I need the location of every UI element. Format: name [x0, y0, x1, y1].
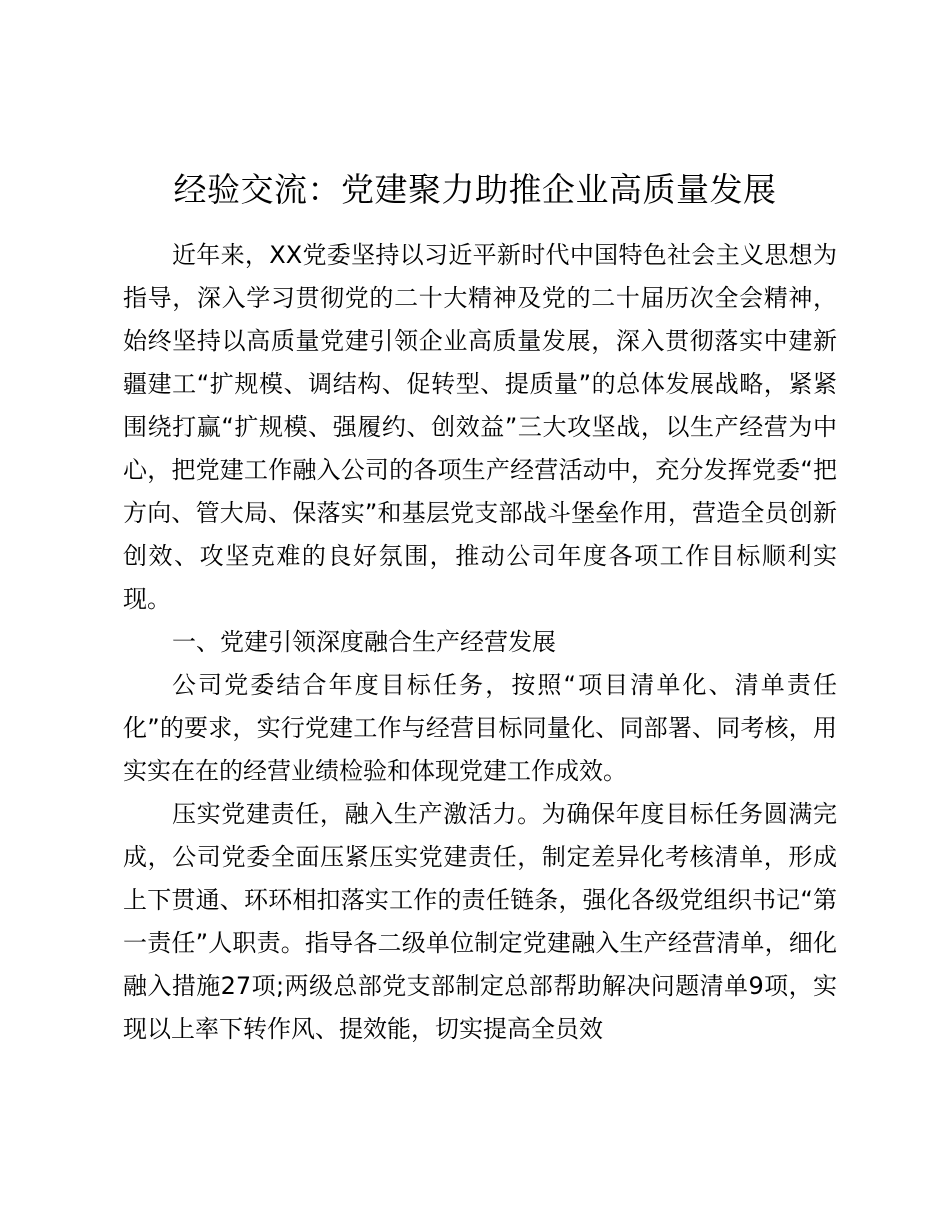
paragraph-intro: 近年来，XX党委坚持以习近平新时代中国特色社会主义思想为指导，深入学习贯彻党的二十大精神及党的二十届历次全会精神，始终坚持以高质量党建引领企业高质量发展，深入贯彻落实中建新疆建工“扩规模、调结构、促转型、提质量”的总体发展战略，紧紧围绕打赢“扩规模、强履约、创效益”三大攻坚战，以生产经营为中心，把党建工作融入公司的各项生产经营活动中，充分发挥党委“把方向、管大局、保落实”和基层党支部战斗堡垒作用，营造全员创新创效、攻坚克难的良好氛围，推动公司年度各项工作目标顺利实现。	[123, 241, 837, 613]
section-heading-1: 一、党建引领深度融合生产经营发展	[172, 628, 556, 656]
document-body	[123, 234, 837, 1051]
document-title: 经验交流：党建聚力助推企业高质量发展	[173, 170, 777, 209]
paragraph-section-1: 公司党委结合年度目标任务，按照“项目清单化、清单责任化”的要求，实行党建工作与经营目标同量化、同部署、同考核，用实实在在的经营业绩检验和体现党建工作成效。	[123, 671, 837, 785]
paragraph-responsibility: 压实党建责任，融入生产激活力。为确保年度目标任务圆满完成，公司党委全面压紧压实党建责任，制定差异化考核清单，形成上下贯通、环环相扣落实工作的责任链条，强化各级党组织书记“第一责任”人职责。指导各二级单位制定党建融入生产经营清单，细化融入措施27项;两级总部党支部制定总部帮助解决问题清单9项，实现以上率下转作风、提效能，切实提高全员效	[123, 800, 837, 1043]
